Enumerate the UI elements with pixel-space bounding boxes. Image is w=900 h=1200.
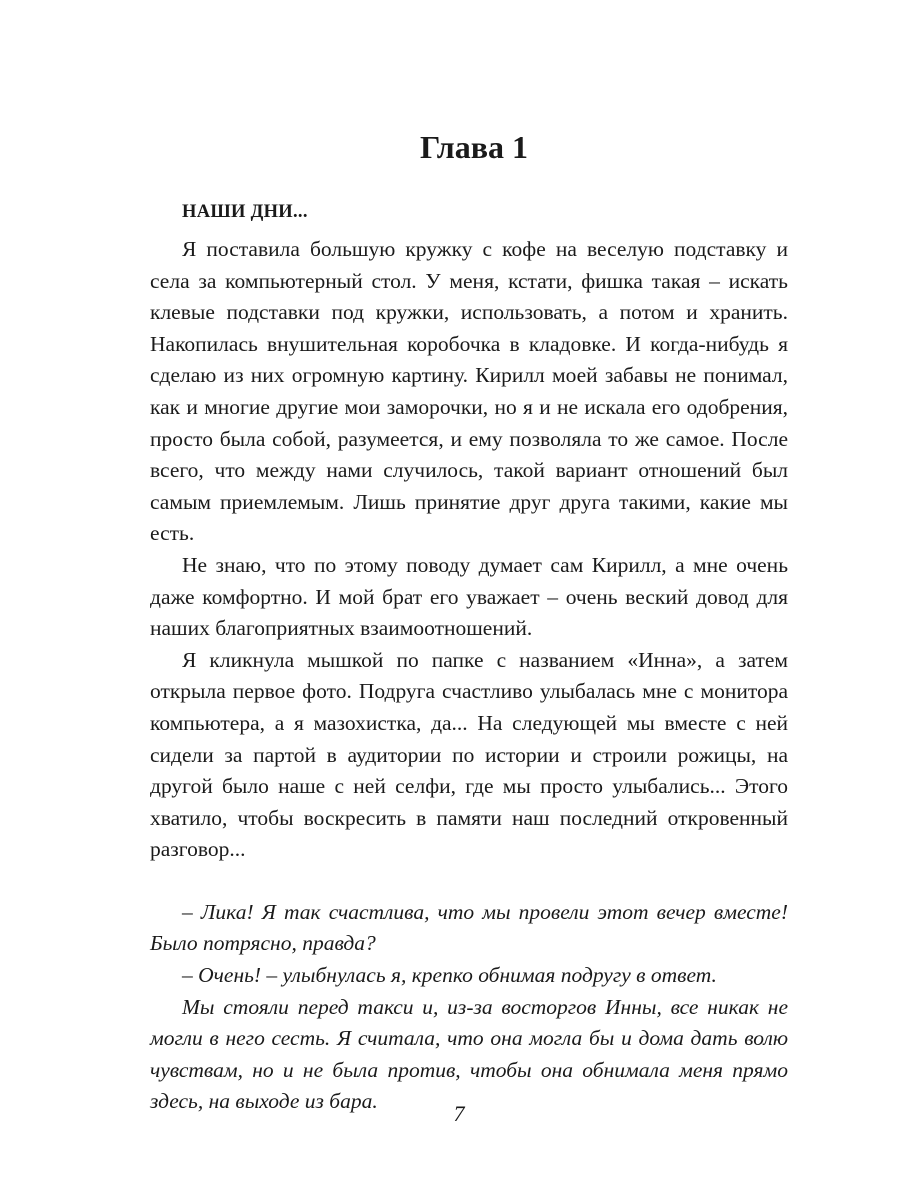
flashback-dialogue [150, 897, 788, 1118]
body-paragraph: Я кликнула мышкой по папке с названием «Инна», а затем открыла первое фото. Подруга счастливо улыбалась мне с монитора компьютера, а я мазохистка, да... На следующей мы вместе с ней сидели за партой в аудитории по истории и строили рожицы, на другой было наше с ней селфи, где мы просто улыбались... Этого хватило, чтобы воскресить в памяти наш последний откровенный разговор... [150, 647, 788, 862]
chapter-title: Глава 1 [420, 129, 528, 165]
italic-paragraph: Мы стояли перед такси и, из-за восторгов Инны, все никак не могли в него сесть. Я считала, что она могла бы и дома дать волю чувствам, но и не была против, чтобы она обнимала меня прямо здесь, на выходе из бара. [150, 994, 788, 1114]
page-number: 7 [453, 1101, 465, 1126]
section-heading: НАШИ ДНИ... [182, 202, 308, 222]
italic-paragraph: – Лика! Я так счастлива, что мы провели этот вечер вместе! Было потрясно, правда? [150, 899, 788, 956]
body-paragraph: Я поставила большую кружку с кофе на веселую подставку и села за компьютерный стол. У меня, кстати, фишка такая – искать клевые подставки под кружки, использовать, а потом и хранить. Накопилась внушительная коробочка в кладовке. И когда-нибудь я сделаю из них огромную картину. Кирилл моей забавы не понимал, как и многие другие мои заморочки, но я и не искала его одобрения, просто была собой, разумеется, и ему позволяла то же самое. После всего, что между нами случилось, такой вариант отношений был самым приемлемым. Лишь принятие друг друга такими, какие мы есть. [150, 237, 788, 546]
book-page [150, 128, 788, 1118]
italic-paragraph: – Очень! – улыбнулась я, крепко обнимая подругу в ответ. [182, 963, 717, 988]
body-paragraph: Не знаю, что по этому поводу думает сам Кирилл, а мне очень даже комфортно. И мой брат его уважает – очень веский довод для наших благоприятных взаимоотношений. [150, 552, 788, 641]
